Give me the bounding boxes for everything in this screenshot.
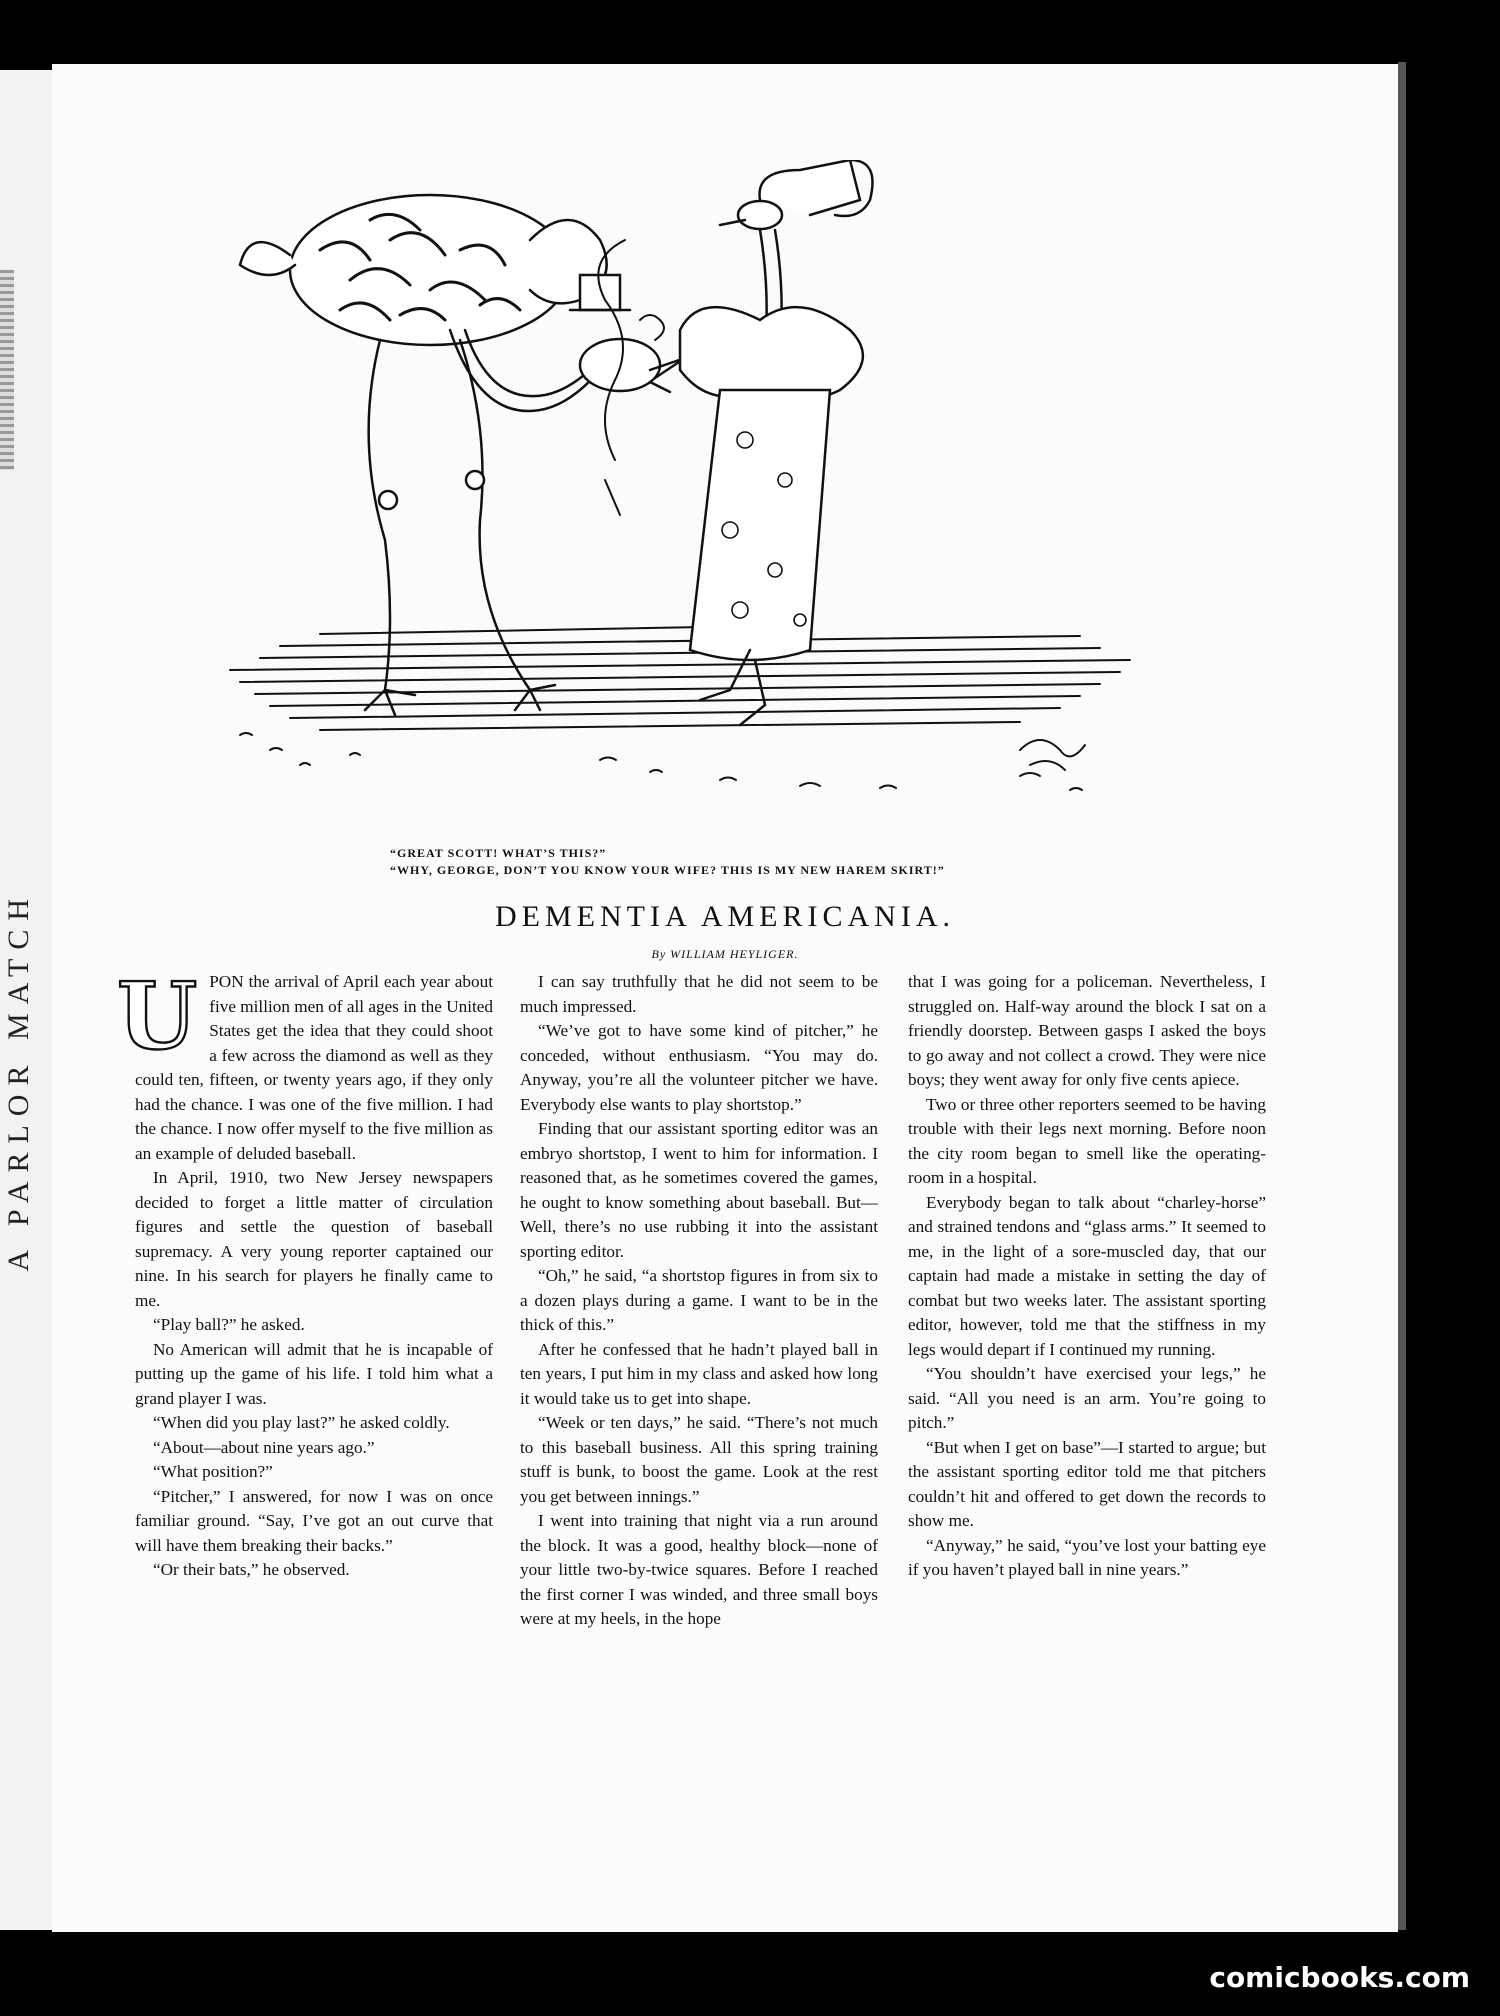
paragraph: I can say truthfully that he did not seem to be much impressed. [520, 972, 878, 1016]
spine-title: A PARLOR MATCH [2, 890, 35, 1272]
paragraph: “Oh,” he said, “a shortstop figures in from six to a dozen plays during a game. I want to be in the thick of this.” [520, 1266, 878, 1334]
paragraph: “We’ve got to have some kind of pitcher,” he conceded, without enthusiasm. “You may do. Anyway, you’re all the volunteer pitcher we have. Everybody else wants to play shortstop.” [520, 1021, 878, 1114]
ostrich-cartoon-illustration [200, 160, 1180, 840]
paragraph: Finding that our assistant sporting editor was an embryo shortstop, I went to him for information. I reasoned that, as he sometimes covered the games, he ought to know something about baseball. But— Well, there’s no use rubbing it into the assistant sporting editor. [520, 1119, 878, 1261]
drop-cap: U [117, 962, 198, 1070]
site-watermark: comicbooks.com [1209, 1961, 1470, 1994]
paragraph: PON the arrival of April each year about five million men of all ages in the United States get the idea that they could shoot a few across the diamond as well as they could ten, fifteen, or twenty years ago, if they only had the chance. I was one of the five million. I had the chance. I now offer myself to the five million as an example of deluded baseball. [135, 972, 493, 1163]
article-title: DEMENTIA AMERICANIA. [495, 900, 955, 933]
left-page-edge [0, 70, 55, 1930]
paragraph: “Play ball?” he asked. [153, 1315, 305, 1334]
paragraph: “But when I get on base”—I started to argue; but the assistant sporting editor told me that pitchers couldn’t hit and offered to get down the records to show me. [908, 1437, 1266, 1530]
paragraph: “Pitcher,” I answered, for now I was on once familiar ground. “Say, I’ve got an out curve that will have them breaking their backs.” [135, 1486, 493, 1555]
ground-shadow [230, 626, 1130, 730]
paragraph: “About—about nine years ago.” [153, 1437, 375, 1457]
paragraph: “You shouldn’t have exercised your legs,” he said. “All you need is an arm. You’re going to pitch.” [908, 1364, 1266, 1432]
text-column-3 [908, 970, 1266, 1583]
paragraph: Everybody began to talk about “charley-horse” and strained tendons and “glass arms.” It seemed to me, in the light of a sore-muscled day, that our captain had made a mistake in setting the day of combat but two weeks later. The assistant sporting editor, however, told me that the stiffness in my legs would depart if I continued my running. [908, 1192, 1266, 1359]
paragraph: No American will admit that he is incapable of putting up the game of his life. I told him what a grand player I was. [135, 1339, 493, 1408]
paragraph: Two or three other reporters seemed to be having trouble with their legs next morning. Before noon the city room began to smell like the operating-room in a hospital. [908, 1094, 1266, 1187]
torn-edge [0, 270, 14, 470]
article-byline: By WILLIAM HEYLIGER. [651, 947, 799, 961]
artist-signature [1020, 740, 1085, 770]
ostrich-george [240, 195, 685, 715]
ground-pebbles [240, 733, 1082, 790]
paragraph: “When did you play last?” he asked coldly. [153, 1413, 450, 1432]
paragraph: “What position?” [153, 1462, 273, 1481]
paragraph: “Or their bats,” he observed. [153, 1560, 350, 1579]
page-edge [1398, 62, 1406, 1930]
ostrich-wife-harem-skirt [680, 160, 873, 725]
caption-line-1: “GREAT SCOTT! WHAT’S THIS?” [390, 846, 607, 860]
paragraph: that I was going for a policeman. Nevertheless, I struggled on. Half-way around the block I sat on a friendly doorstep. Between gasps I asked the boys to go away and not collect a crowd. They were nice boys; they went away for only five cents apiece. [908, 972, 1266, 1089]
paragraph: “Anyway,” he said, “you’ve lost your batting eye if you haven’t played ball in nine years.” [908, 1535, 1266, 1579]
paragraph: In April, 1910, two New Jersey newspapers decided to forget a little matter of circulation figures and settle the question of baseball supremacy. A very young reporter captained our nine. In his search for players he finally came to me. [135, 1168, 493, 1310]
text-column-2 [520, 970, 878, 1632]
paragraph: After he confessed that he hadn’t played ball in ten years, I put him in my class and asked how long it would take us to get into shape. [520, 1339, 878, 1408]
paragraph: I went into training that night via a run around the block. It was a good, healthy block—none of your little two-by-twice squares. Before I reached the first corner I was winded, and three small boys were at my heels, in the hope [520, 1511, 878, 1628]
caption-line-2: “WHY, GEORGE, DON’T YOU KNOW YOUR WIFE? THIS IS MY NEW HAREM SKIRT!” [390, 863, 945, 877]
text-column-1 [117, 962, 493, 1583]
illustration-caption [390, 845, 1190, 879]
paragraph: “Week or ten days,” he said. “There’s not much to this baseball business. All this spring training stuff is bunk, to boost the game. Look at the rest you get between innings.” [520, 1413, 878, 1506]
